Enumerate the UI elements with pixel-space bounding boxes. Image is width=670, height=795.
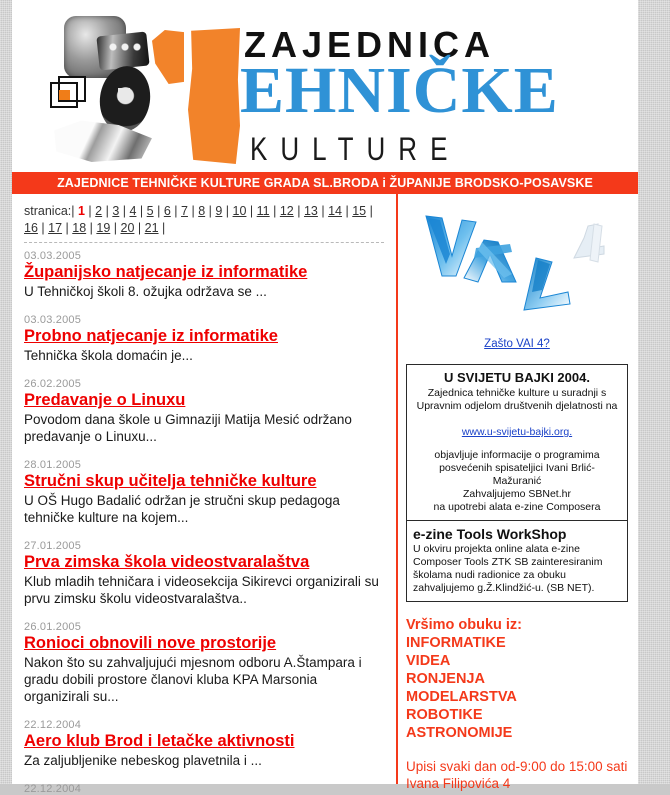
bajki-box-line1: Zajednica tehničke kulture u suradnji s — [427, 387, 607, 399]
pagination-page-14[interactable]: 14 — [328, 204, 343, 218]
pagination-label: stranica:| — [24, 204, 75, 218]
contact-address: Ivana Filipovića 4 — [406, 776, 511, 791]
training-item: ASTRONOMIJE — [406, 725, 513, 741]
ezine-box-line1: U okviru projekta online alata e-zine — [413, 543, 580, 555]
pagination-separator: | — [205, 204, 212, 218]
logo-word-kulture: KULTURE — [250, 130, 461, 168]
news-title-link[interactable]: Stručni skup učitelja tehničke kulture — [24, 472, 317, 490]
pagination-page-16[interactable]: 16 — [24, 221, 38, 235]
news-title-link[interactable]: Županijsko natjecanje iz informatike — [24, 263, 308, 281]
news-title-link[interactable]: Predavanje o Linuxu — [24, 391, 186, 409]
bajki-box-line3: objavljuje informacije o programima — [434, 449, 600, 461]
bajki-box-title: U SVIJETU BAJKI 2004. — [444, 370, 590, 385]
news-date: 26.01.2005 — [24, 621, 82, 633]
pagination-separator: | — [136, 204, 144, 218]
pagination-page-15[interactable]: 15 — [352, 204, 367, 218]
logo-brush-t — [188, 28, 240, 164]
news-excerpt: Klub mladih tehničara i videosekcija Sikirevci organizirali su prvu zimsku školu videostvaralaštva.. — [24, 574, 379, 606]
pagination-separator: | — [110, 221, 118, 235]
pagination-separator: | — [86, 221, 93, 235]
training-item: VIDEA — [406, 653, 451, 669]
bajki-box-line5: Mažuranić — [492, 475, 542, 487]
bajki-box-line4: posvećenih spisateljici Ivani Brlić- — [439, 462, 595, 474]
news-item — [24, 459, 384, 526]
pagination-page-3[interactable]: 3 — [112, 204, 120, 218]
logo-word-zajednica: ZAJEDNICA — [244, 24, 496, 65]
vai-logo-graphic — [412, 204, 622, 330]
contact-hours: Upisi svaki dan od-9:00 do 15:00 sati — [406, 759, 628, 774]
news-excerpt: Za zaljubljenike nebeskog plavetnila i ... — [24, 753, 262, 768]
news-excerpt: U OŠ Hugo Badalić održan je stručni skup pedagoga tehničke kulture na kojem... — [24, 493, 340, 525]
bajki-box-line2: Upravnim odjelom društvenih djelatnosti na — [416, 400, 618, 412]
pagination-separator: | — [158, 221, 166, 235]
pagination-separator: | — [246, 204, 254, 218]
vai-why-link[interactable]: Zašto VAI 4? — [484, 338, 550, 350]
news-date: 22.12.2004 — [24, 719, 82, 731]
pagination-separator: | — [293, 204, 301, 218]
film-dots-icon — [108, 42, 142, 52]
news-title-link[interactable]: Ronioci obnovili nove prostorije — [24, 634, 277, 652]
training-item: INFORMATIKE — [406, 635, 506, 651]
divider — [24, 242, 384, 243]
pagination-current-page: 1 — [77, 204, 85, 218]
news-item — [24, 719, 384, 769]
pagination-separator: | — [366, 204, 373, 218]
news-date: 22.12.2004 — [24, 783, 82, 795]
pagination-separator: | — [119, 204, 127, 218]
contact-info — [406, 758, 628, 792]
site-logo-header — [12, 0, 638, 172]
news-excerpt: U Tehničkoj školi 8. ožujka održava se ... — [24, 284, 267, 299]
training-items — [406, 634, 628, 742]
news-item — [24, 621, 384, 705]
cube-top-face — [58, 76, 86, 102]
training-item: MODELARSTVA — [406, 689, 517, 705]
bajki-box-line7: na upotrebi alata e-zine Composera — [433, 501, 601, 513]
ezine-tools-box — [406, 521, 628, 602]
pagination-separator: | — [222, 204, 230, 218]
pagination-page-20[interactable]: 20 — [120, 221, 135, 235]
pagination-page-11[interactable]: 11 — [256, 204, 270, 218]
news-date: 03.03.2005 — [24, 314, 82, 326]
site-banner: ZAJEDNICE TEHNIČKE KULTURE GRADA SL.BRODA i ŽUPANIJE BRODSKO-POSAVSKE — [12, 172, 638, 194]
pagination-page-2[interactable]: 2 — [95, 204, 103, 218]
pagination-page-19[interactable]: 19 — [96, 221, 111, 235]
pagination-separator: | — [134, 221, 142, 235]
pagination-separator: | — [88, 204, 92, 218]
page-sheet — [12, 0, 638, 795]
pagination-page-10[interactable]: 10 — [232, 204, 247, 218]
bajki-website-link[interactable]: www.u-svijetu-bajki.org. — [461, 426, 573, 438]
technical-collage-graphic — [36, 14, 164, 162]
gear-notch-icon — [118, 88, 130, 100]
news-title-link[interactable]: Prva zimska škola videostvaralaštva — [24, 553, 310, 571]
news-date: 27.01.2005 — [24, 540, 82, 552]
pagination-page-7[interactable]: 7 — [181, 204, 188, 218]
training-item: ROBOTIKE — [406, 707, 483, 723]
pagination-separator: | — [170, 204, 178, 218]
pagination-page-9[interactable]: 9 — [215, 204, 223, 218]
pagination-page-18[interactable]: 18 — [72, 221, 87, 235]
sidebar-column — [398, 194, 638, 791]
content-columns — [12, 194, 638, 795]
logo-word-tehnicke: EHNIČKE — [240, 54, 559, 127]
pagination-separator: | — [269, 204, 277, 218]
pagination-separator: | — [102, 204, 109, 218]
news-list — [24, 250, 384, 769]
pagination-page-4[interactable]: 4 — [129, 204, 137, 218]
news-item — [24, 250, 384, 300]
ezine-box-line4: zahvaljujemo g.Ž.Klindžić-u. (SB NET). — [413, 582, 595, 594]
training-heading: Vršimo obuku iz: — [406, 617, 523, 633]
news-excerpt: Tehnička škola domaćin je... — [24, 348, 193, 363]
bajki-box-link-wrap — [413, 422, 621, 440]
pagination-separator: | — [342, 204, 349, 218]
training-section — [406, 616, 628, 742]
news-excerpt: Povodom dana škole u Gimnaziji Matija Mesić održano predavanje o Linuxu... — [24, 412, 352, 444]
ezine-box-line2: Composer Tools ZTK SB zainteresiranim — [413, 556, 603, 568]
pagination-page-13[interactable]: 13 — [303, 204, 318, 218]
ezine-box-title: e-zine Tools WorkShop — [413, 526, 567, 542]
pagination-separator: | — [153, 204, 161, 218]
bajki-box — [406, 364, 628, 521]
ezine-box-line3: školama nudi radionice za obuku — [413, 569, 566, 581]
news-item — [24, 540, 384, 607]
pagination-page-21[interactable]: 21 — [144, 221, 159, 235]
training-item: RONJENJA — [406, 671, 485, 687]
news-excerpt: Nakon što su zahvaljujući mjesnom odboru A.Štampara i gradu dobili prostore članovi kluba KPA Marsonia organizirali su... — [24, 655, 362, 704]
pagination-links — [24, 204, 373, 235]
pagination-page-12[interactable]: 12 — [279, 204, 294, 218]
news-date: 03.03.2005 — [24, 250, 82, 262]
pagination-separator: | — [37, 221, 45, 235]
pagination-page-6[interactable]: 6 — [163, 204, 171, 218]
news-column — [12, 194, 398, 795]
pagination-separator: | — [62, 221, 69, 235]
news-item-partial — [24, 783, 384, 795]
news-title-link[interactable]: Probno natjecanje iz informatike — [24, 327, 278, 345]
pagination-page-17[interactable]: 17 — [48, 221, 63, 235]
pagination-separator: | — [187, 204, 195, 218]
news-date: 26.02.2005 — [24, 378, 82, 390]
wireframe-cube-icon — [50, 76, 88, 112]
news-date: 28.01.2005 — [24, 459, 82, 471]
news-item — [24, 378, 384, 445]
pagination-page-5[interactable]: 5 — [146, 204, 154, 218]
news-item — [24, 314, 384, 364]
news-title-link[interactable]: Aero klub Brod i letačke aktivnosti — [24, 732, 295, 750]
vai-link-wrap — [406, 334, 628, 352]
bajki-box-line6: Zahvaljujemo SBNet.hr — [463, 488, 571, 500]
pagination-page-8[interactable]: 8 — [198, 204, 206, 218]
pagination — [24, 203, 384, 237]
pagination-separator: | — [317, 204, 325, 218]
